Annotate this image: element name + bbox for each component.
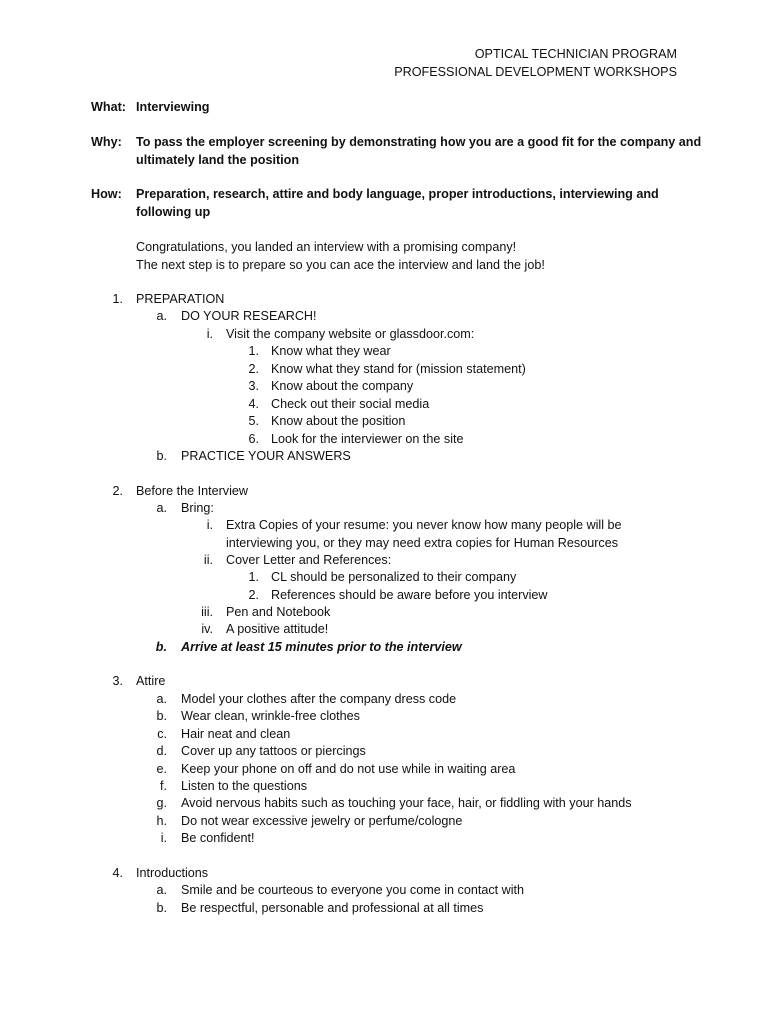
list-item: References should be aware before you interview [271, 588, 548, 602]
list-item-continued: interviewing you, or they may need extra copies for Human Resources [226, 536, 618, 550]
how-label: How: [91, 187, 122, 201]
list-item: Know what they stand for (mission statement) [271, 362, 526, 376]
list-marker: a. [156, 692, 167, 706]
header-program: OPTICAL TECHNICIAN PROGRAM [474, 47, 677, 61]
list-item: Pen and Notebook [226, 605, 331, 619]
list-item: Extra Copies of your resume: you never know how many people will be [226, 518, 622, 532]
how-text-line1: Preparation, research, attire and body language, proper introductions, interviewing and [136, 187, 659, 201]
list-item: Know what they wear [271, 344, 391, 358]
list-marker: a. [156, 501, 167, 515]
what-label: What: [91, 100, 126, 114]
list-marker: a. [156, 309, 167, 323]
list-marker: g. [156, 796, 167, 810]
list-marker: f. [160, 779, 167, 793]
list-item: Look for the interviewer on the site [271, 432, 464, 446]
header-workshops: PROFESSIONAL DEVELOPMENT WORKSHOPS [394, 65, 677, 79]
list-item: PRACTICE YOUR ANSWERS [181, 449, 351, 463]
intro-line2: The next step is to prepare so you can ace the interview and land the job! [136, 258, 545, 272]
list-marker: e. [156, 762, 167, 776]
list-item: Cover Letter and References: [226, 553, 392, 567]
list-marker: i. [206, 327, 213, 341]
list-marker: 2. [248, 588, 259, 602]
list-marker: 2. [248, 362, 259, 376]
list-item: Know about the position [271, 414, 406, 428]
list-marker: 1. [248, 344, 259, 358]
list-item: Keep your phone on off and do not use while in waiting area [181, 762, 516, 776]
list-marker: 1. [248, 570, 259, 584]
list-marker: b. [156, 709, 167, 723]
list-item: Know about the company [271, 379, 414, 393]
list-marker: ii. [203, 553, 213, 567]
why-text-line2: ultimately land the position [136, 153, 300, 167]
list-marker: iii. [201, 605, 213, 619]
list-item: Be confident! [181, 831, 255, 845]
arrive-early-note: Arrive at least 15 minutes prior to the interview [181, 640, 462, 654]
list-item: Cover up any tattoos or piercings [181, 744, 366, 758]
list-marker: b. [156, 449, 167, 463]
section-4-number: 4. [112, 866, 123, 880]
list-item: Hair neat and clean [181, 727, 291, 741]
list-item: Do not wear excessive jewelry or perfume/cologne [181, 814, 463, 828]
list-marker: b. [156, 901, 167, 915]
list-item: Bring: [181, 501, 214, 515]
why-text-line1: To pass the employer screening by demonstrating how you are a good fit for the company and [136, 135, 702, 149]
list-item: Avoid nervous habits such as touching your face, hair, or fiddling with your hands [181, 796, 632, 810]
list-marker: i. [206, 518, 213, 532]
list-item: Check out their social media [271, 397, 430, 411]
section-2-number: 2. [112, 484, 123, 498]
list-item: A positive attitude! [226, 622, 329, 636]
list-marker: i. [160, 831, 167, 845]
how-text-line2: following up [136, 205, 211, 219]
list-marker: a. [156, 883, 167, 897]
section-2-title: Before the Interview [136, 484, 249, 498]
why-label: Why: [91, 135, 122, 149]
list-item: Listen to the questions [181, 779, 308, 793]
list-marker: 3. [248, 379, 259, 393]
section-1-title: PREPARATION [136, 292, 225, 306]
list-item: Visit the company website or glassdoor.com: [226, 327, 475, 341]
list-item: Model your clothes after the company dress code [181, 692, 457, 706]
list-item: DO YOUR RESEARCH! [181, 309, 317, 323]
list-item: Be respectful, personable and professional at all times [181, 901, 484, 915]
list-marker: iv. [201, 622, 213, 636]
section-3-number: 3. [112, 674, 123, 688]
list-item: CL should be personalized to their company [271, 570, 517, 584]
list-marker: c. [157, 727, 167, 741]
intro-line1: Congratulations, you landed an interview with a promising company! [136, 240, 517, 254]
list-marker: d. [156, 744, 167, 758]
list-item: Wear clean, wrinkle-free clothes [181, 709, 360, 723]
section-4-title: Introductions [136, 866, 209, 880]
list-item: Smile and be courteous to everyone you come in contact with [181, 883, 525, 897]
list-marker: 5. [248, 414, 259, 428]
section-1-number: 1. [112, 292, 123, 306]
list-marker: b. [155, 640, 167, 654]
section-3-title: Attire [136, 674, 166, 688]
list-marker: 4. [248, 397, 259, 411]
what-text: Interviewing [136, 100, 210, 114]
list-marker: 6. [248, 432, 259, 446]
list-marker: h. [156, 814, 167, 828]
